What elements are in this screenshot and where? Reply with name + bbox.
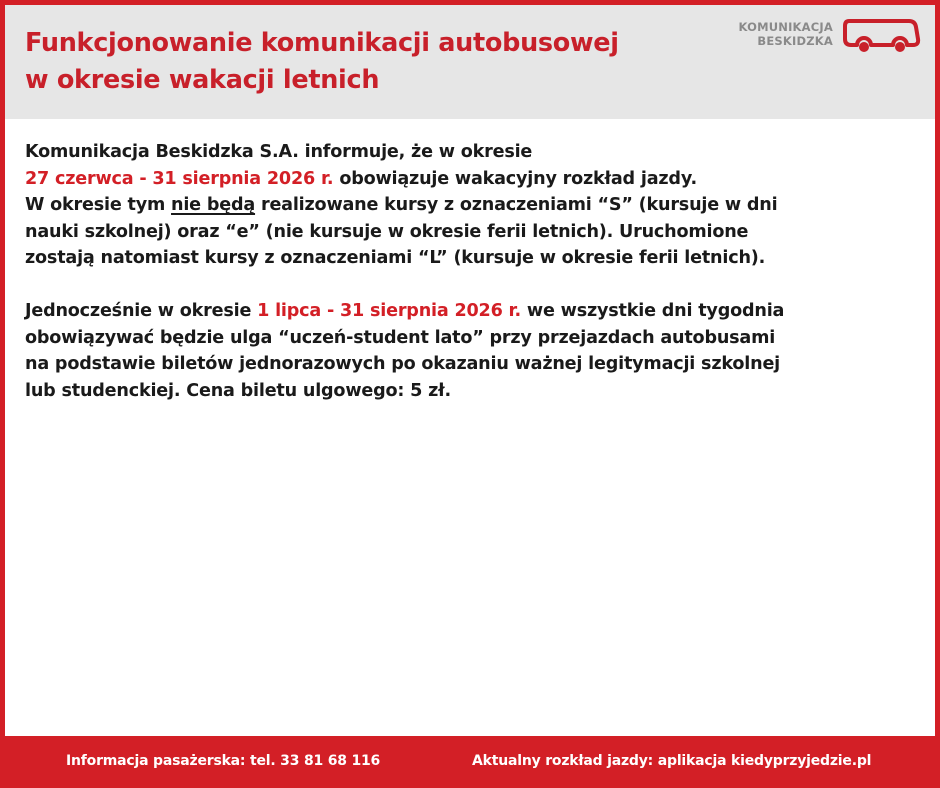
body-text: Komunikacja Beskidzka S.A. informuje, że w okresie (25, 142, 533, 162)
body-text: obowiązuje wakacyjny rozkład jazdy. (333, 168, 697, 189)
title-line-2: w okresie wakacji letnich (25, 65, 380, 95)
header-band (5, 5, 935, 119)
body-line (25, 219, 915, 246)
timetable-app-info: Aktualny rozkład jazdy: aplikacja kiedyprzyjedzie.pl (472, 753, 872, 769)
body-text: lub studenckiej. Cena biletu ulgowego: 5 zł. (25, 380, 451, 401)
logo-text-line-2: BESKIDZKA (757, 34, 833, 48)
emphasis-underlined: nie będą (171, 195, 256, 215)
body-line (25, 378, 915, 405)
company-logo (723, 14, 923, 58)
body-text: zostają natomiast kursy z oznaczeniami “L” (kursuje w okresie ferii letnich). (25, 248, 766, 268)
body-text: obowiązywać będzie ulga “uczeń-student lato” przy przejazdach autobusami (25, 327, 776, 348)
body-line (25, 192, 915, 219)
logo-text-line-1: KOMUNIKACJA (738, 20, 833, 34)
page-title (25, 25, 619, 99)
logo-text (739, 20, 834, 48)
passenger-info-phone: Informacja pasażerska: tel. 33 81 68 116 (66, 753, 381, 769)
body-text: realizowane kursy z oznaczeniami “S” (kursuje w dni (255, 195, 778, 215)
body-line (25, 166, 915, 193)
body-line (25, 245, 915, 272)
footer-band (0, 736, 940, 788)
notice-body (25, 139, 915, 404)
body-text: nauki szkolnej) oraz “e” (nie kursuje w okresie ferii letnich). Uruchomione (25, 221, 749, 242)
title-line-1: Funkcjonowanie komunikacji autobusowej (25, 28, 619, 58)
body-line (25, 325, 915, 352)
body-text: Jednocześnie w okresie (25, 301, 258, 321)
body-line (25, 139, 915, 166)
body-line (25, 351, 915, 378)
discount-dates: 1 lipca - 31 sierpnia 2026 r. (257, 301, 521, 321)
body-text: na podstawie biletów jednorazowych po okazaniu ważnej legitymacji szkolnej (25, 354, 781, 374)
paragraph-gap (25, 272, 915, 299)
body-line (25, 298, 915, 325)
body-text: W okresie tym (25, 195, 172, 215)
summer-timetable-dates: 27 czerwca - 31 sierpnia 2026 r. (25, 168, 334, 189)
body-text: we wszystkie dni tygodnia (521, 301, 785, 321)
bus-icon (839, 17, 921, 55)
